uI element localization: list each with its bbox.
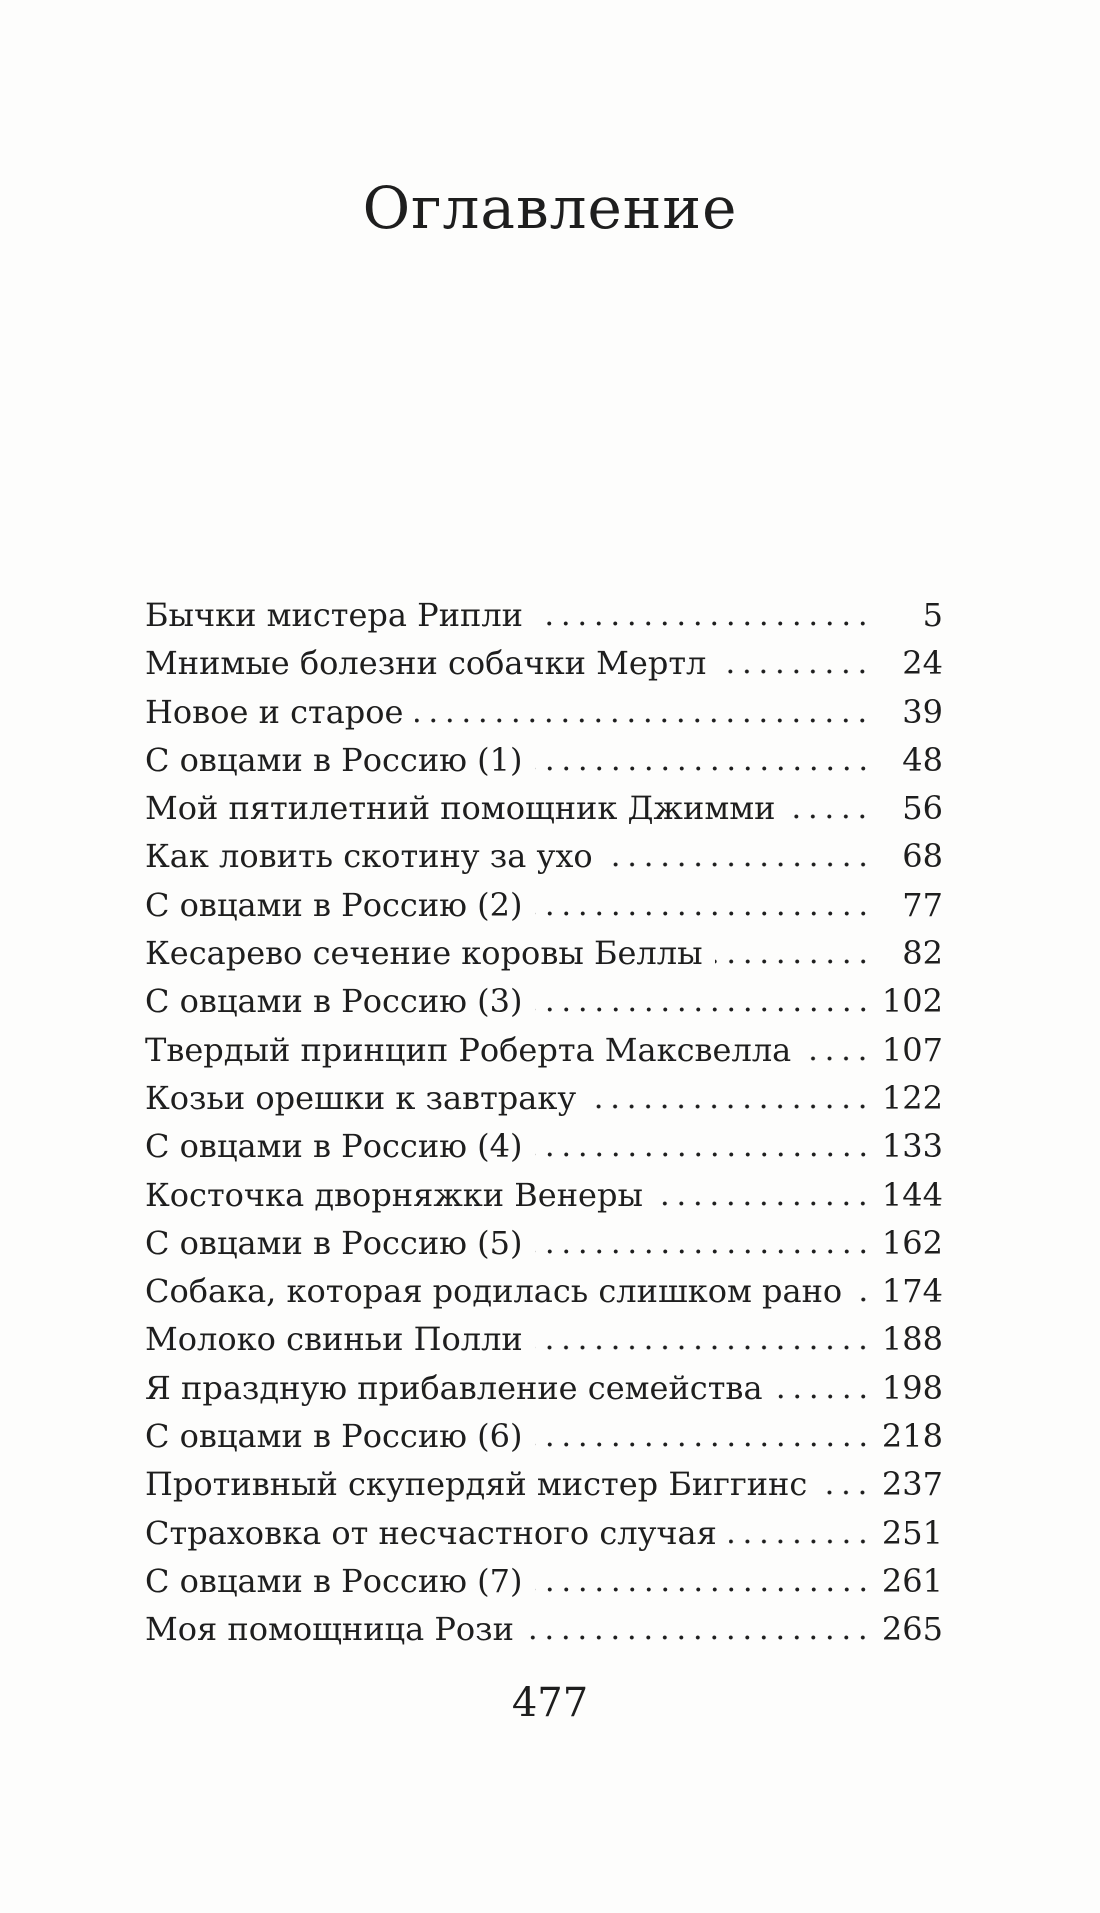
toc-entry <box>145 736 943 784</box>
toc-entry-title: С овцами в Россию (6) <box>145 1417 523 1456</box>
toc-entry-title: Кесарево сечение коровы Беллы <box>145 934 703 973</box>
toc-entry <box>145 1074 943 1122</box>
dot-leader <box>854 1297 871 1302</box>
toc-entry-page-number: 107 <box>881 1030 943 1069</box>
toc-entry-page-number: 265 <box>881 1610 943 1649</box>
toc-entry-page-number: 68 <box>902 837 943 876</box>
toc-entry <box>145 1267 943 1315</box>
dot-leader <box>775 1394 871 1399</box>
toc-entry <box>145 1364 943 1412</box>
toc-entry-title: Бычки мистера Рипли <box>145 596 523 634</box>
toc-entry <box>145 1605 943 1653</box>
toc-entry <box>145 977 943 1025</box>
toc-entry-title: Как ловить скотину за ухо <box>145 837 593 876</box>
dot-leader <box>415 718 871 723</box>
toc-entry-page-number: 48 <box>902 740 943 779</box>
toc-entry-title: С овцами в Россию (3) <box>145 982 523 1021</box>
toc-entry-page-number: 251 <box>881 1513 943 1552</box>
toc-entry-page-number: 77 <box>902 885 943 924</box>
toc-entry-page-number: 122 <box>881 1078 943 1117</box>
dot-leader <box>729 1539 871 1544</box>
toc-entry-page-number: 56 <box>902 789 943 828</box>
toc-entry-page-number: 82 <box>902 934 943 973</box>
table-of-contents <box>145 591 943 1654</box>
toc-entry <box>145 784 943 832</box>
dot-leader <box>803 1056 871 1061</box>
toc-entry-title: Косточка дворняжки Венеры <box>145 1175 643 1214</box>
toc-entry-page-number: 144 <box>881 1175 943 1214</box>
dot-leader <box>535 1345 871 1350</box>
toc-entry-page-number: 102 <box>881 982 943 1021</box>
dot-leader <box>718 669 871 674</box>
toc-entry-page-number: 198 <box>881 1368 943 1407</box>
dot-leader <box>535 911 872 916</box>
toc-entry-page-number: 218 <box>881 1417 943 1456</box>
dot-leader <box>535 766 872 771</box>
toc-entry-page-number: 188 <box>881 1320 943 1359</box>
toc-entry-title: С овцами в Россию (4) <box>145 1127 523 1166</box>
toc-entry <box>145 1026 943 1074</box>
toc-entry-title: Противный скупердяй мистер Биггинс <box>145 1465 808 1504</box>
toc-entry-page-number: 133 <box>881 1127 943 1166</box>
toc-entry-title: Новое и старое <box>145 692 404 731</box>
page-title: Оглавление <box>362 174 738 242</box>
toc-entry-title: Собака, которая родилась слишком рано <box>145 1272 843 1311</box>
toc-entry <box>145 929 943 977</box>
toc-entry-title: Мнимые болезни собачки Мертл <box>145 644 707 683</box>
toc-entry <box>145 639 943 687</box>
toc-entry-title: С овцами в Россию (7) <box>145 1561 523 1600</box>
dot-leader <box>605 862 871 867</box>
dot-leader <box>588 1104 871 1109</box>
toc-entry <box>145 1219 943 1267</box>
dot-leader <box>535 621 871 626</box>
toc-entry-title: Страховка от несчастного случая <box>145 1513 717 1552</box>
toc-entry-page-number: 174 <box>881 1272 943 1311</box>
toc-entry <box>145 881 943 929</box>
toc-entry <box>145 1557 943 1605</box>
toc-entry-title: Твердый принцип Роберта Максвелла <box>145 1030 792 1069</box>
toc-entry <box>145 832 943 880</box>
toc-entry-page-number: 39 <box>902 692 943 731</box>
toc-entry-page-number: 162 <box>881 1223 943 1262</box>
dot-leader <box>819 1490 871 1495</box>
dot-leader <box>535 1442 872 1447</box>
toc-entry <box>145 1315 943 1363</box>
toc-entry-title: С овцами в Россию (1) <box>145 740 523 779</box>
dot-leader <box>535 1007 872 1012</box>
toc-entry-title: С овцами в Россию (5) <box>145 1223 523 1262</box>
toc-entry-title: Козьи орешки к завтраку <box>145 1078 577 1117</box>
toc-entry <box>145 1460 943 1508</box>
toc-entry <box>145 1171 943 1219</box>
toc-entry-page-number: 24 <box>902 644 943 683</box>
dot-leader <box>535 1587 872 1592</box>
toc-entry <box>145 688 943 736</box>
dot-leader <box>526 1635 871 1640</box>
toc-entry <box>145 1412 943 1460</box>
toc-entry <box>145 591 943 639</box>
toc-entry-title: Я праздную прибавление семейства <box>145 1368 763 1407</box>
dot-leader <box>787 814 871 819</box>
toc-entry <box>145 1122 943 1170</box>
toc-entry <box>145 1509 943 1557</box>
toc-entry-page-number: 261 <box>881 1561 943 1600</box>
toc-entry-page-number: 237 <box>881 1465 943 1504</box>
toc-entry-title: Моя помощница Рози <box>145 1610 514 1649</box>
toc-entry-title: Молоко свиньи Полли <box>145 1320 523 1359</box>
toc-entry-page-number: 5 <box>922 596 943 634</box>
folio-page-number: 477 <box>511 1680 589 1726</box>
dot-leader <box>655 1201 871 1206</box>
toc-entry-title: С овцами в Россию (2) <box>145 885 523 924</box>
toc-entry-title: Мой пятилетний помощник Джимми <box>145 789 776 828</box>
dot-leader <box>535 1249 872 1254</box>
dot-leader <box>715 959 871 964</box>
dot-leader <box>535 1152 872 1157</box>
